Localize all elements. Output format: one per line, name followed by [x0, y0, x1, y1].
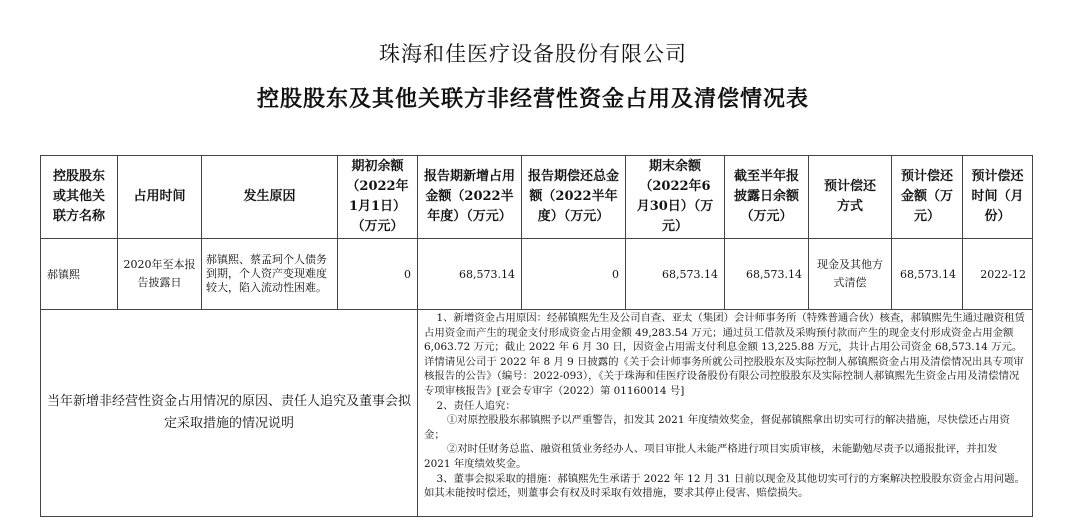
cell-name: 郝镇熙 [41, 239, 118, 310]
cell-time: 2020年至本报告披露日 [118, 239, 202, 310]
table-row [41, 239, 1033, 310]
cell-closing-balance: 68,573.14 [626, 239, 725, 310]
summary-paragraph-2: 2、责任人追究： [436, 399, 516, 412]
header-repaid-total: 报告期偿还总金额（2022半年度）（万元） [522, 156, 626, 239]
header-disclosure-balance: 截至半年报披露日余额（万元） [725, 156, 809, 239]
header-expected-time: 预计偿还时间（月份） [963, 156, 1033, 239]
cell-opening-balance: 0 [338, 239, 418, 310]
company-name: 珠海和佳医疗设备股份有限公司 [379, 42, 687, 66]
header-closing-balance: 期末余额（2022年6月30日）（万元） [626, 156, 725, 239]
header-new-occupation: 报告期新增占用金额（2022半年度）（万元） [418, 156, 522, 239]
header-row [41, 156, 1033, 239]
summary-paragraph-5: 3、董事会拟采取的措施：郝镇熙先生承诺于 2022 年 12 月 31 日前以现金及其他切实可行的方案解决控股股东资金占用问题。如其未能按时偿还，则董事会有权及时采取有效措施，要求其停止侵害、赔偿损失。 [424, 472, 1025, 500]
cell-expected-time: 2022-12 [963, 239, 1033, 310]
summary-row [41, 310, 1033, 517]
summary-text [418, 310, 1033, 517]
summary-label: 当年新增非经营性资金占用情况的原因、责任人追究及董事会拟定采取措施的情况说明 [41, 310, 418, 517]
header-expected-amount: 预计偿还金额（万元） [892, 156, 963, 239]
summary-paragraph-3: ①对原控股股东郝镇熙予以严重警告，扣发其 2021 年度绩效奖金，督促郝镇熙拿出切实可行的解决措施，尽快偿还占用资金； [424, 414, 1010, 441]
report-title: 控股股东及其他关联方非经营性资金占用及清偿情况表 [256, 86, 809, 112]
cell-expected-amount: 68,573.14 [892, 239, 963, 310]
summary-paragraph-1: 1、新增资金占用原因：经郝镇熙先生及公司自查、亚太（集团）会计师事务所（特殊普通合伙）核查，郝镇熙先生通过融资租赁占用资金而产生的现金支付形成资金占用金额 49,283.54 万元；通过员工借款及采购预付款而产生的现金支付形成资金占用金额 6,063.72 万元；截止 2022 年 6 月 30 日，因资金占用需支付利息金额 13,225.88 万元，共计占用公司资金 68,573.14 万元。详情请见公司于 2022 年 8 月 9 日披露的《关于会计师事务所就公司控股股东及实际控制人郝镇熙资金占用及清偿情况出具专项审核报告的公告》（编号：2022-093），《关于珠海和佳医疗设备股份有限公司控股股东及实际控制人郝镇熙先生资金占用及清偿情况专项审核报告》[亚会专审字（2022）第 01160014 号] [424, 312, 1025, 397]
header-related-party: 控股股东或其他关联方名称 [41, 156, 118, 239]
summary-paragraph-4: ②对时任财务总监、融资租赁业务经办人、项目审批人未能严格进行项目实质审核，未能勤勉尽责予以通报批评，并扣发 2021 年度绩效奖金。 [424, 443, 998, 470]
cell-repayment-method: 现金及其他方式清偿 [809, 239, 892, 310]
fund-occupation-table [40, 155, 1033, 517]
cell-reason: 郝镇熙、蔡孟珂个人债务到期，个人资产变现难度较大，陷入流动性困难。 [202, 239, 338, 310]
header-opening-balance: 期初余额（2022年1月1日）（万元） [338, 156, 418, 239]
header-reason: 发生原因 [202, 156, 338, 239]
header-occupation-time: 占用时间 [118, 156, 202, 239]
cell-new-occupation: 68,573.14 [418, 239, 522, 310]
cell-repaid-total: 0 [522, 239, 626, 310]
header-repayment-method: 预计偿还方式 [809, 156, 892, 239]
cell-disclosure-balance: 68,573.14 [725, 239, 809, 310]
